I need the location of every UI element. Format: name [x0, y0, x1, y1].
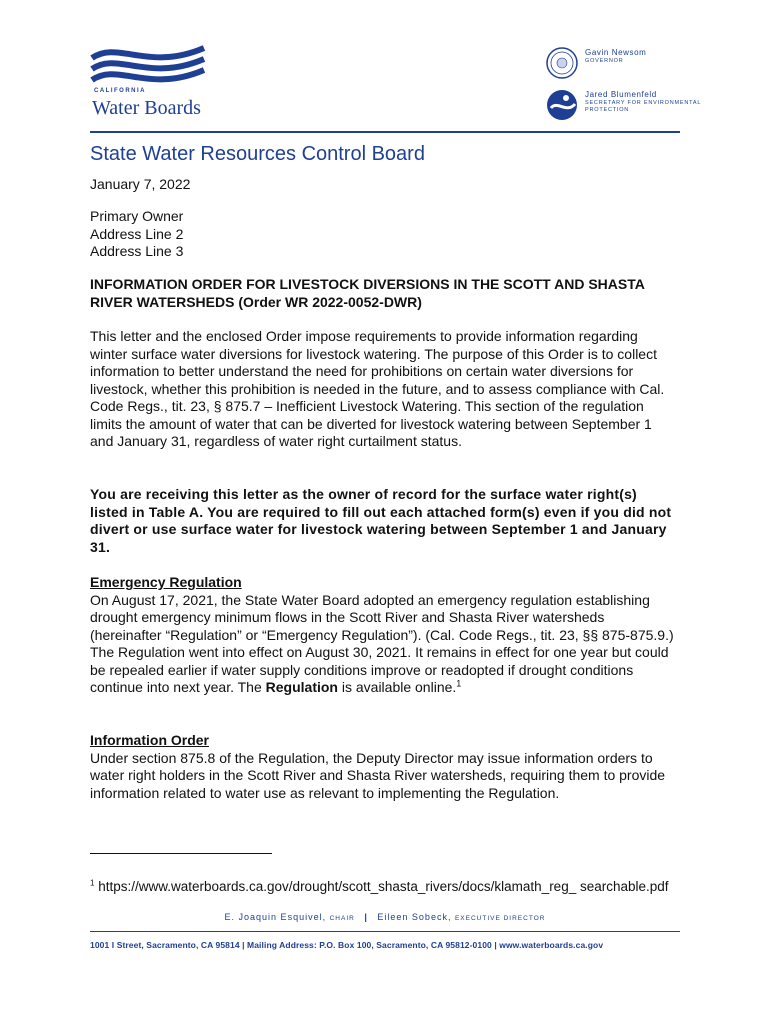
section-text-tail: is available online. — [337, 679, 457, 695]
governor — [545, 46, 705, 84]
section-heading: Emergency Regulation — [90, 574, 242, 590]
governor-role: GOVERNOR — [585, 58, 624, 64]
footnote-rule — [90, 853, 272, 854]
regulation-link[interactable]: Regulation — [265, 679, 338, 695]
address-line: Address Line 3 — [90, 243, 184, 259]
address-line: Primary Owner — [90, 208, 184, 224]
requirement-paragraph: You are receiving this letter as the owner of record for the surface water right(s) listed in Table A. You are required to fill out each attached form(s) even if you did not divert or use surface water for livestock watering between September 1 and January 31. — [90, 486, 672, 555]
chair-title: CHAIR — [329, 915, 355, 922]
chair-name: E. Joaquin Esquivel — [224, 912, 323, 922]
footnote-number: 1 — [90, 878, 95, 888]
section-text: On August 17, 2021, the State Water Board adopted an emergency regulation establishing drought emergency minimum flows in the Scott River and Shasta River watersheds (hereinafter “Regulation” or “Emergency Regulation”). (Cal. Code Regs., tit. 23, §§ 875-875.9.) The Regulation went into effect on August 30, 2021. It remains in effect for one year but could be repealed earlier if water supply conditions improve or readopted if drought conditions continue into next year. The — [90, 591, 674, 695]
letter-date: January 7, 2022 — [90, 176, 191, 192]
section-heading: Information Order — [90, 732, 210, 748]
logo-brand: Water Boards — [92, 97, 201, 119]
director-title: EXECUTIVE DIRECTOR — [454, 915, 546, 922]
secretary-name: Jared Blumenfeld — [585, 90, 657, 99]
leadership-line: E. Joaquin Esquivel, CHAIR | Eileen Sobeck, EXECUTIVE DIRECTOR — [224, 912, 546, 922]
water-waves-icon — [88, 44, 208, 90]
emergency-regulation-section — [90, 574, 675, 697]
officials-block — [545, 46, 705, 130]
section-text: Under section 875.8 of the Regulation, the Deputy Director may issue information orders to water right holders in the Scott River and Shasta River watersheds, requiring them to provide information related to water use as relevant to implementing the Regulation. — [90, 749, 666, 801]
footnote-ref: 1 — [456, 678, 462, 689]
contact-line: 1001 I Street, Sacramento, CA 95814 | Mailing Address: P.O. Box 100, Sacramento, CA 95812-0100 | www.waterboards.ca.gov — [90, 940, 604, 950]
secretary-role: SECRETARY FOR ENVIRONMENTAL PROTECTION — [585, 100, 702, 113]
logo-state: CALIFORNIA — [94, 88, 146, 94]
governor-name: Gavin Newsom — [585, 48, 647, 57]
footnote-url[interactable]: https://www.waterboards.ca.gov/drought/scott_shasta_rivers/docs/klamath_reg_ searchable.pdf — [98, 879, 669, 894]
footer-rule — [90, 931, 680, 932]
information-order-section — [90, 732, 675, 802]
secretary — [545, 88, 705, 126]
header-rule — [90, 131, 680, 133]
board-title: State Water Resources Control Board — [90, 143, 425, 165]
subject-line: INFORMATION ORDER FOR LIVESTOCK DIVERSIONS IN THE SCOTT AND SHASTA RIVER WATERSHEDS (Order WR 2022-0052-DWR) — [90, 276, 645, 310]
recipient-address — [90, 208, 675, 261]
calepa-icon — [545, 88, 579, 122]
address-line: Address Line 2 — [90, 225, 184, 242]
separator: | — [364, 912, 368, 922]
state-seal-icon — [545, 46, 579, 80]
footnote — [90, 878, 675, 895]
director-name: Eileen Sobeck — [377, 912, 448, 922]
intro-paragraph: This letter and the enclosed Order impose requirements to provide information regarding winter surface water diversions for livestock watering. The purpose of this Order is to collect information to better understand the need for prohibitions on certain water diversions for livestock, whether this prohibition is needed in the future, and to assess compliance with Cal. Code Regs., tit. 23, § 875.7 – Inefficient Livestock Watering. This section of the regulation limits the amount of water that can be diverted for livestock watering between September 1 and January 31, regardless of water right curtailment status. — [90, 328, 665, 449]
water-boards-logo — [88, 44, 218, 124]
